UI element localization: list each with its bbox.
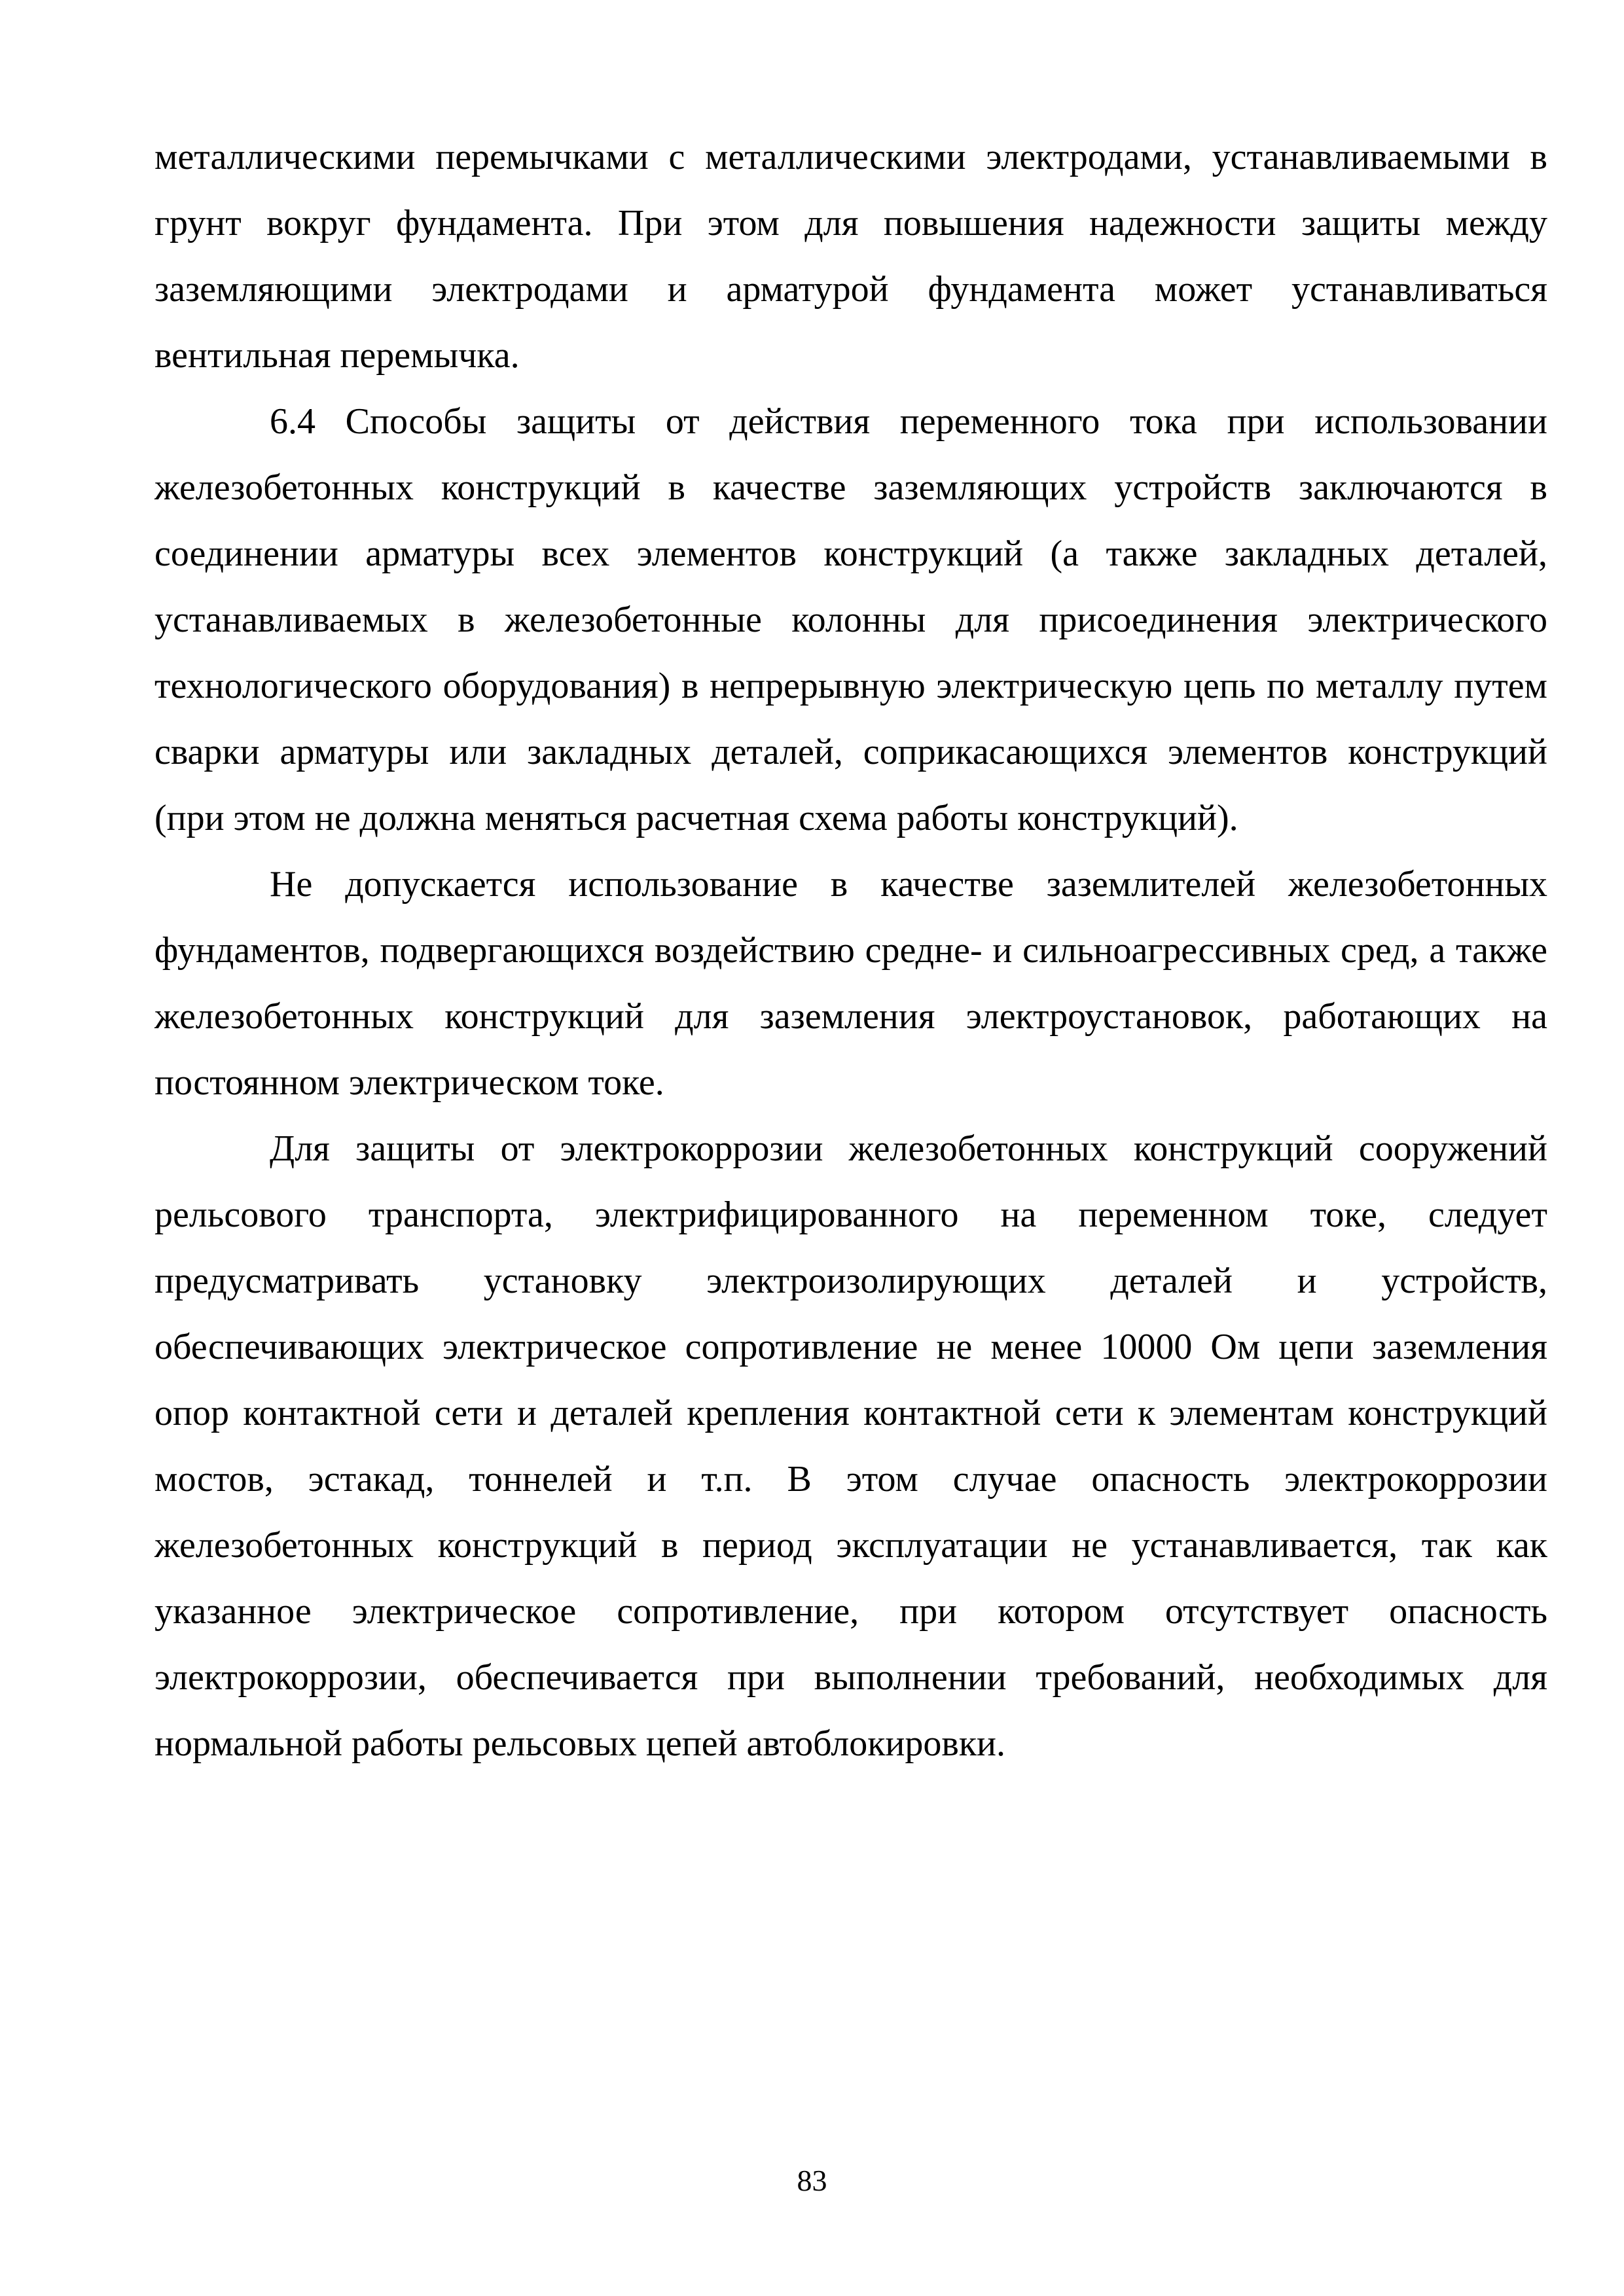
document-body <box>154 124 1547 1777</box>
paragraph-continuation: металлическими перемычками с металлическими электродами, устанавливаемыми в грунт вокруг фундамента. При этом для повышения надежности защиты между заземляющими электродами и арматурой фундамента может устанавливаться вентильная перемычка. <box>154 137 1547 376</box>
page-number: 83 <box>797 2164 827 2197</box>
paragraph-prohibition: Не допускается использование в качестве заземлителей железобетонных фундаментов, подвергающихся воздействию средне- и сильноагрессивных сред, а также железобетонных конструкций для заземления электроустановок, работающих на постоянном электрическом токе. <box>154 864 1547 1103</box>
paragraph-section-6-4: 6.4 Способы защиты от действия переменного тока при использовании железобетонных конструкций в качестве заземляющих устройств заключаются в соединении арматуры всех элементов конструкций (а также закладных деталей, устанавливаемых в железобетонные колонны для присоединения электрического технологического оборудования) в непрерывную электрическую цепь по металлу путем сварки арматуры или закладных деталей, соприкасающихся элементов конструкций (при этом не должна меняться расчетная схема работы конструкций). <box>154 401 1547 838</box>
paragraph-rail-transport: Для защиты от электрокоррозии железобетонных конструкций сооружений рельсового транспорта, электрифицированного на переменном токе, следует предусматривать установку электроизолирующих деталей и устройств, обеспечивающих электрическое сопротивление не менее 10000 Ом цепи заземления опор контактной сети и деталей крепления контактной сети к элементам конструкций мостов, эстакад, тоннелей и т.п. В этом случае опасность электрокоррозии железобетонных конструкций в период эксплуатации не устанавливается, так как указанное электрическое сопротивление, при котором отсутствует опасность электрокоррозии, обеспечивается при выполнении требований, необходимых для нормальной работы рельсовых цепей автоблокировки. <box>154 1128 1547 1764</box>
